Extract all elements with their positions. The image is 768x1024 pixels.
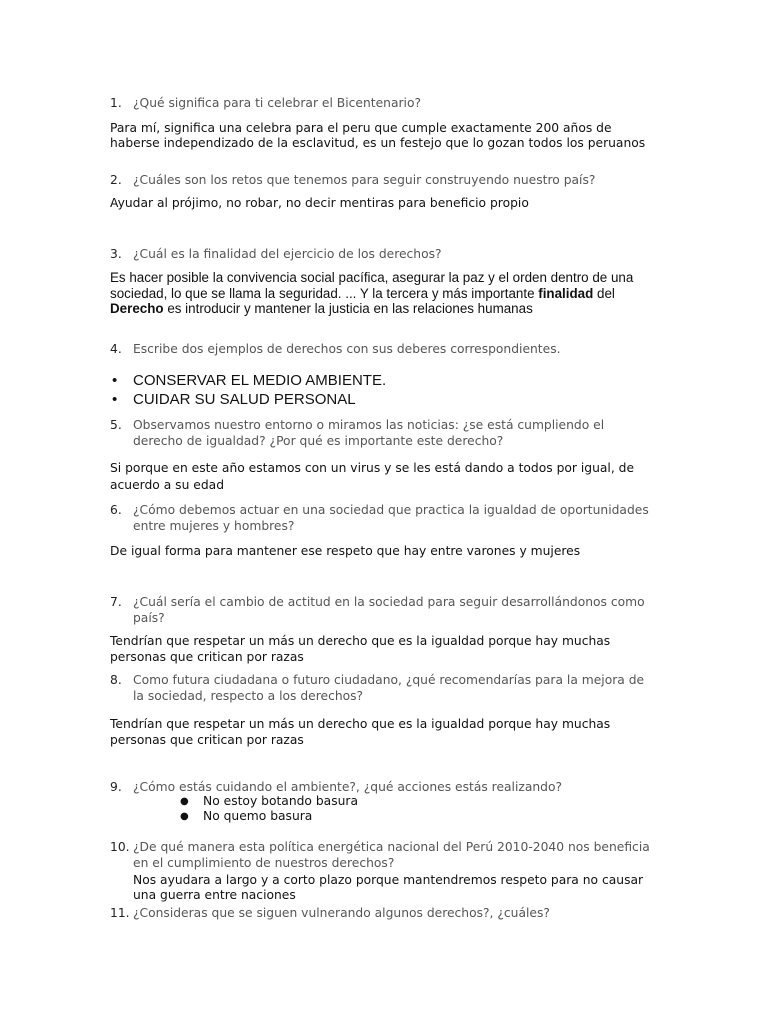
bullet-icon: • [112,391,118,408]
question-text: ¿Cuáles son los retos que tenemos para seguir construyendo nuestro país? [133,173,596,187]
question-text: Observamos nuestro entorno o miramos las noticias: ¿se está cumpliendo el derecho de igualdad? ¿Por qué es importante este derecho? [133,418,605,448]
question-text: ¿Cuál es la finalidad del ejercicio de los derechos? [133,247,442,261]
answer-bold-text: finalidad [538,285,594,301]
question-11 [110,905,650,921]
answer-text: del [593,285,615,301]
question-10 [110,839,650,871]
question-number: 1. [110,96,122,110]
question-text: ¿Cómo estás cuidando el ambiente?, ¿qué acciones estás realizando? [133,780,563,794]
question-text: ¿Consideras que se siguen vulnerando algunos derechos?, ¿cuáles? [133,906,550,920]
answer-text: es introducir y mantener la justicia en las relaciones humanas [163,301,533,316]
question-text: ¿Cuál sería el cambio de actitud en la sociedad para seguir desarrollándonos como país? [133,595,645,625]
answer-6: De igual forma para mantener ese respeto que hay entre varones y mujeres [110,544,581,558]
question-number: 8. [110,673,122,687]
question-9 [110,779,650,795]
question-number: 11. [110,906,130,920]
list-item-text: No quemo basura [203,809,313,823]
question-number: 9. [110,780,122,794]
answer-8: Tendrían que respetar un más un derecho que es la igualdad porque hay muchas personas que critican por razas [110,717,611,747]
list-item-text: No estoy botando basura [203,794,358,808]
list-item [110,390,650,409]
answer-3 [110,270,650,317]
question-number: 4. [110,342,122,356]
answer-5: Si porque en este año estamos con un virus y se les está dando a todos por igual, de acuerdo a su edad [110,461,635,492]
question-3 [110,246,650,262]
bullet-icon: ● [180,796,189,807]
question-number: 10. [110,840,130,854]
answer-text: Es hacer posible la convivencia social pacífica, asegurar la paz y el orden dentro de una sociedad, lo que se llama la seguridad. ... Y la tercera y más importante [110,270,634,301]
question-number: 2. [110,173,122,187]
answer-1: Para mí, significa una celebra para el peru que cumple exactamente 200 años de haberse independizado de la esclavitud, es un festejo que lo gozan todos los peruanos [110,121,646,150]
question-7 [110,594,650,626]
list-item [110,809,650,824]
question-number: 6. [110,503,122,517]
answer-9-list [110,794,650,824]
question-number: 3. [110,247,122,261]
question-6 [110,502,650,534]
question-number: 5. [110,418,122,432]
list-item [110,794,650,809]
question-8 [110,672,650,704]
question-4 [110,341,650,357]
bullet-icon: • [112,372,118,389]
bullet-icon: ● [180,811,189,822]
list-item-text: CUIDAR SU SALUD PERSONAL [133,391,356,408]
question-text: ¿Qué significa para ti celebrar el Bicentenario? [133,96,422,110]
answer-7: Tendrían que respetar un más un derecho que es la igualdad porque hay muchas personas que critican por razas [110,634,611,664]
question-5 [110,417,650,449]
answer-bold-text: Derecho [110,301,164,316]
list-item-text: CONSERVAR EL MEDIO AMBIENTE. [133,372,387,389]
question-number: 7. [110,595,122,609]
question-text: ¿Cómo debemos actuar en una sociedad que practica la igualdad de oportunidades entre mujeres y hombres? [133,503,649,533]
question-text: Como futura ciudadana o futuro ciudadano, ¿qué recomendarías para la mejora de la sociedad, respecto a los derechos? [133,673,645,703]
answer-10: Nos ayudara a largo y a corto plazo porque mantendremos respeto para no causar una guerra entre naciones [133,873,644,902]
question-1 [110,95,650,111]
question-text: Escribe dos ejemplos de derechos con sus deberes correspondientes. [133,342,561,356]
list-item [110,371,650,390]
answer-2: Ayudar al prójimo, no robar, no decir mentiras para beneficio propio [110,196,529,210]
question-2 [110,172,650,188]
answer-4-list [110,371,650,409]
question-text: ¿De qué manera esta política energética nacional del Perú 2010-2040 nos beneficia en el cumplimiento de nuestros derechos? [133,840,650,870]
